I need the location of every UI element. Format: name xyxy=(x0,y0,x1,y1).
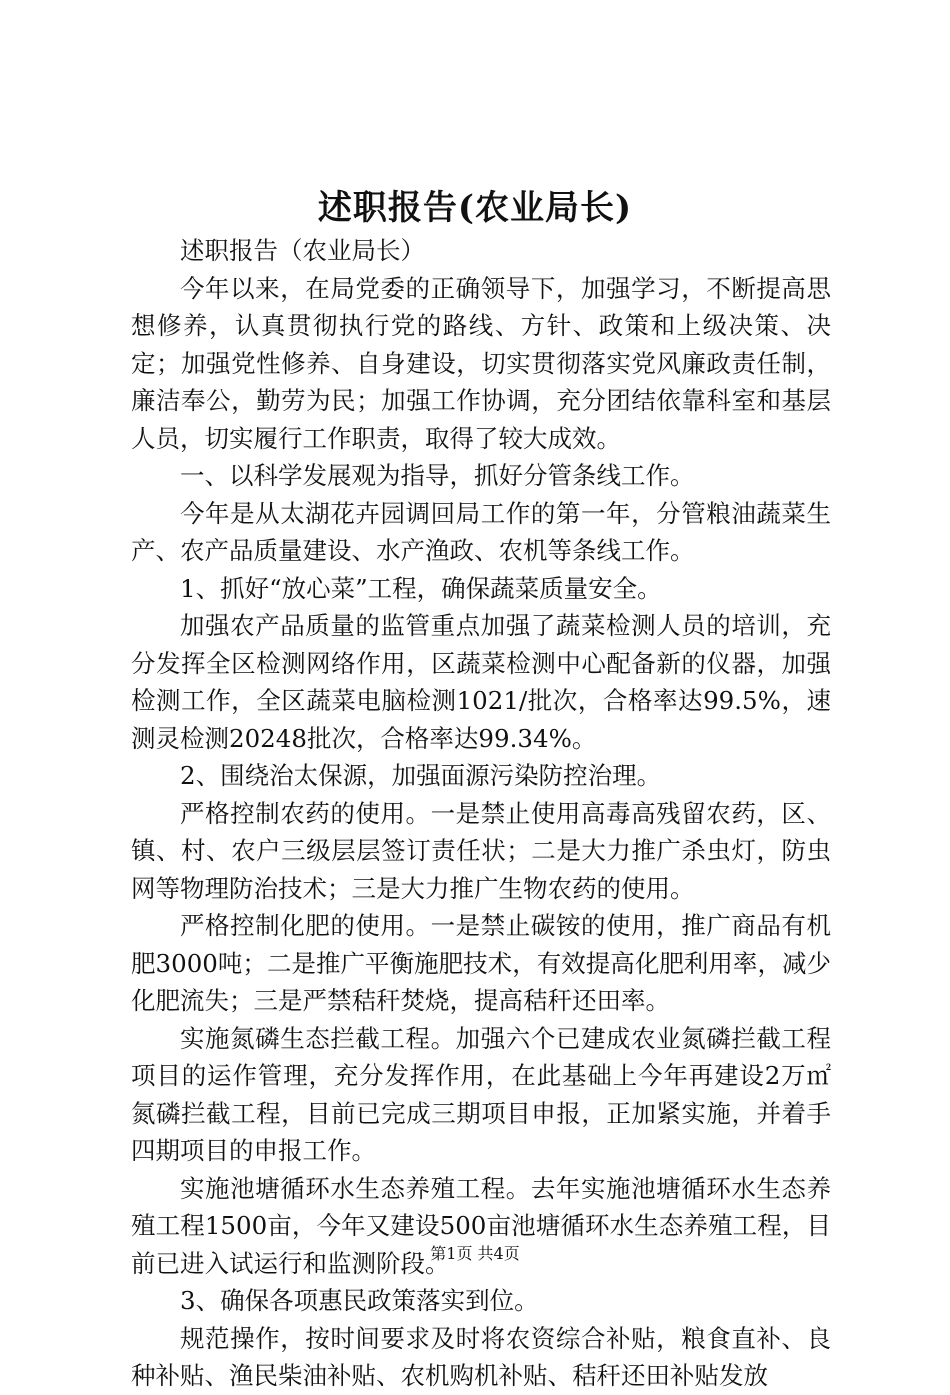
subsection-heading: 2、围绕治太保源，加强面源污染防控治理。 xyxy=(180,761,662,790)
paragraph: 实施氮磷生态拦截工程。加强六个已建成农业氮磷拦截工程项目的运作管理，充分发挥作用，在此基础上今年再建设2万㎡氮磷拦截工程，目前已完成三期项目申报，正加紧实施，并着手四期项目的申报工作。 xyxy=(131,1023,831,1165)
paragraph: 实施池塘循环水生态养殖工程。去年实施池塘循环水生态养殖工程1500亩，今年又建设500亩池塘循环水生态养殖工程，目前已进入试运行和监测阶段。 xyxy=(131,1173,831,1278)
document-body xyxy=(131,232,831,1395)
paragraph: 严格控制农药的使用。一是禁止使用高毒高残留农药，区、镇、村、农户三级层层签订责任状；二是大力推广杀虫灯，防虫网等物理防治技术；三是大力推广生物农药的使用。 xyxy=(131,798,831,903)
document-title: 述职报告(农业局长) xyxy=(317,188,633,228)
paragraph: 今年是从太湖花卉园调回局工作的第一年，分管粮油蔬菜生产、农产品质量建设、水产渔政、农机等条线工作。 xyxy=(131,498,831,565)
paragraph: 加强农产品质量的监管重点加强了蔬菜检测人员的培训，充分发挥全区检测网络作用，区蔬菜检测中心配备新的仪器，加强检测工作，全区蔬菜电脑检测1021/批次，合格率达99.5%，速测灵检测20248批次，合格率达99.34%。 xyxy=(131,611,831,753)
subsection-heading: 1、抓好“放心菜”工程，确保蔬菜质量安全。 xyxy=(180,573,662,603)
paragraph: 规范操作，按时间要求及时将农资综合补贴，粮食直补、良种补贴、渔民柴油补贴、农机购机补贴、秸秆还田补贴发放 xyxy=(131,1323,831,1390)
subsection-heading: 3、确保各项惠民政策落实到位。 xyxy=(180,1286,539,1315)
page-number-footer: 第1页 共4页 xyxy=(430,1244,520,1263)
paragraph: 述职报告（农业局长） xyxy=(180,236,425,265)
paragraph: 今年以来，在局党委的正确领导下，加强学习，不断提高思想修养，认真贯彻执行党的路线、方针、政策和上级决策、决定；加强党性修养、自身建设，切实贯彻落实党风廉政责任制，廉洁奉公，勤劳为民；加强工作协调，充分团结依靠科室和基层人员，切实履行工作职责，取得了较大成效。 xyxy=(131,273,831,453)
paragraph: 严格控制化肥的使用。一是禁止碳铵的使用，推广商品有机肥3000吨；二是推广平衡施肥技术，有效提高化肥利用率，减少化肥流失；三是严禁秸秆焚烧，提高秸秆还田率。 xyxy=(131,911,831,1015)
section-heading: 一、以科学发展观为指导，抓好分管条线工作。 xyxy=(180,461,695,490)
